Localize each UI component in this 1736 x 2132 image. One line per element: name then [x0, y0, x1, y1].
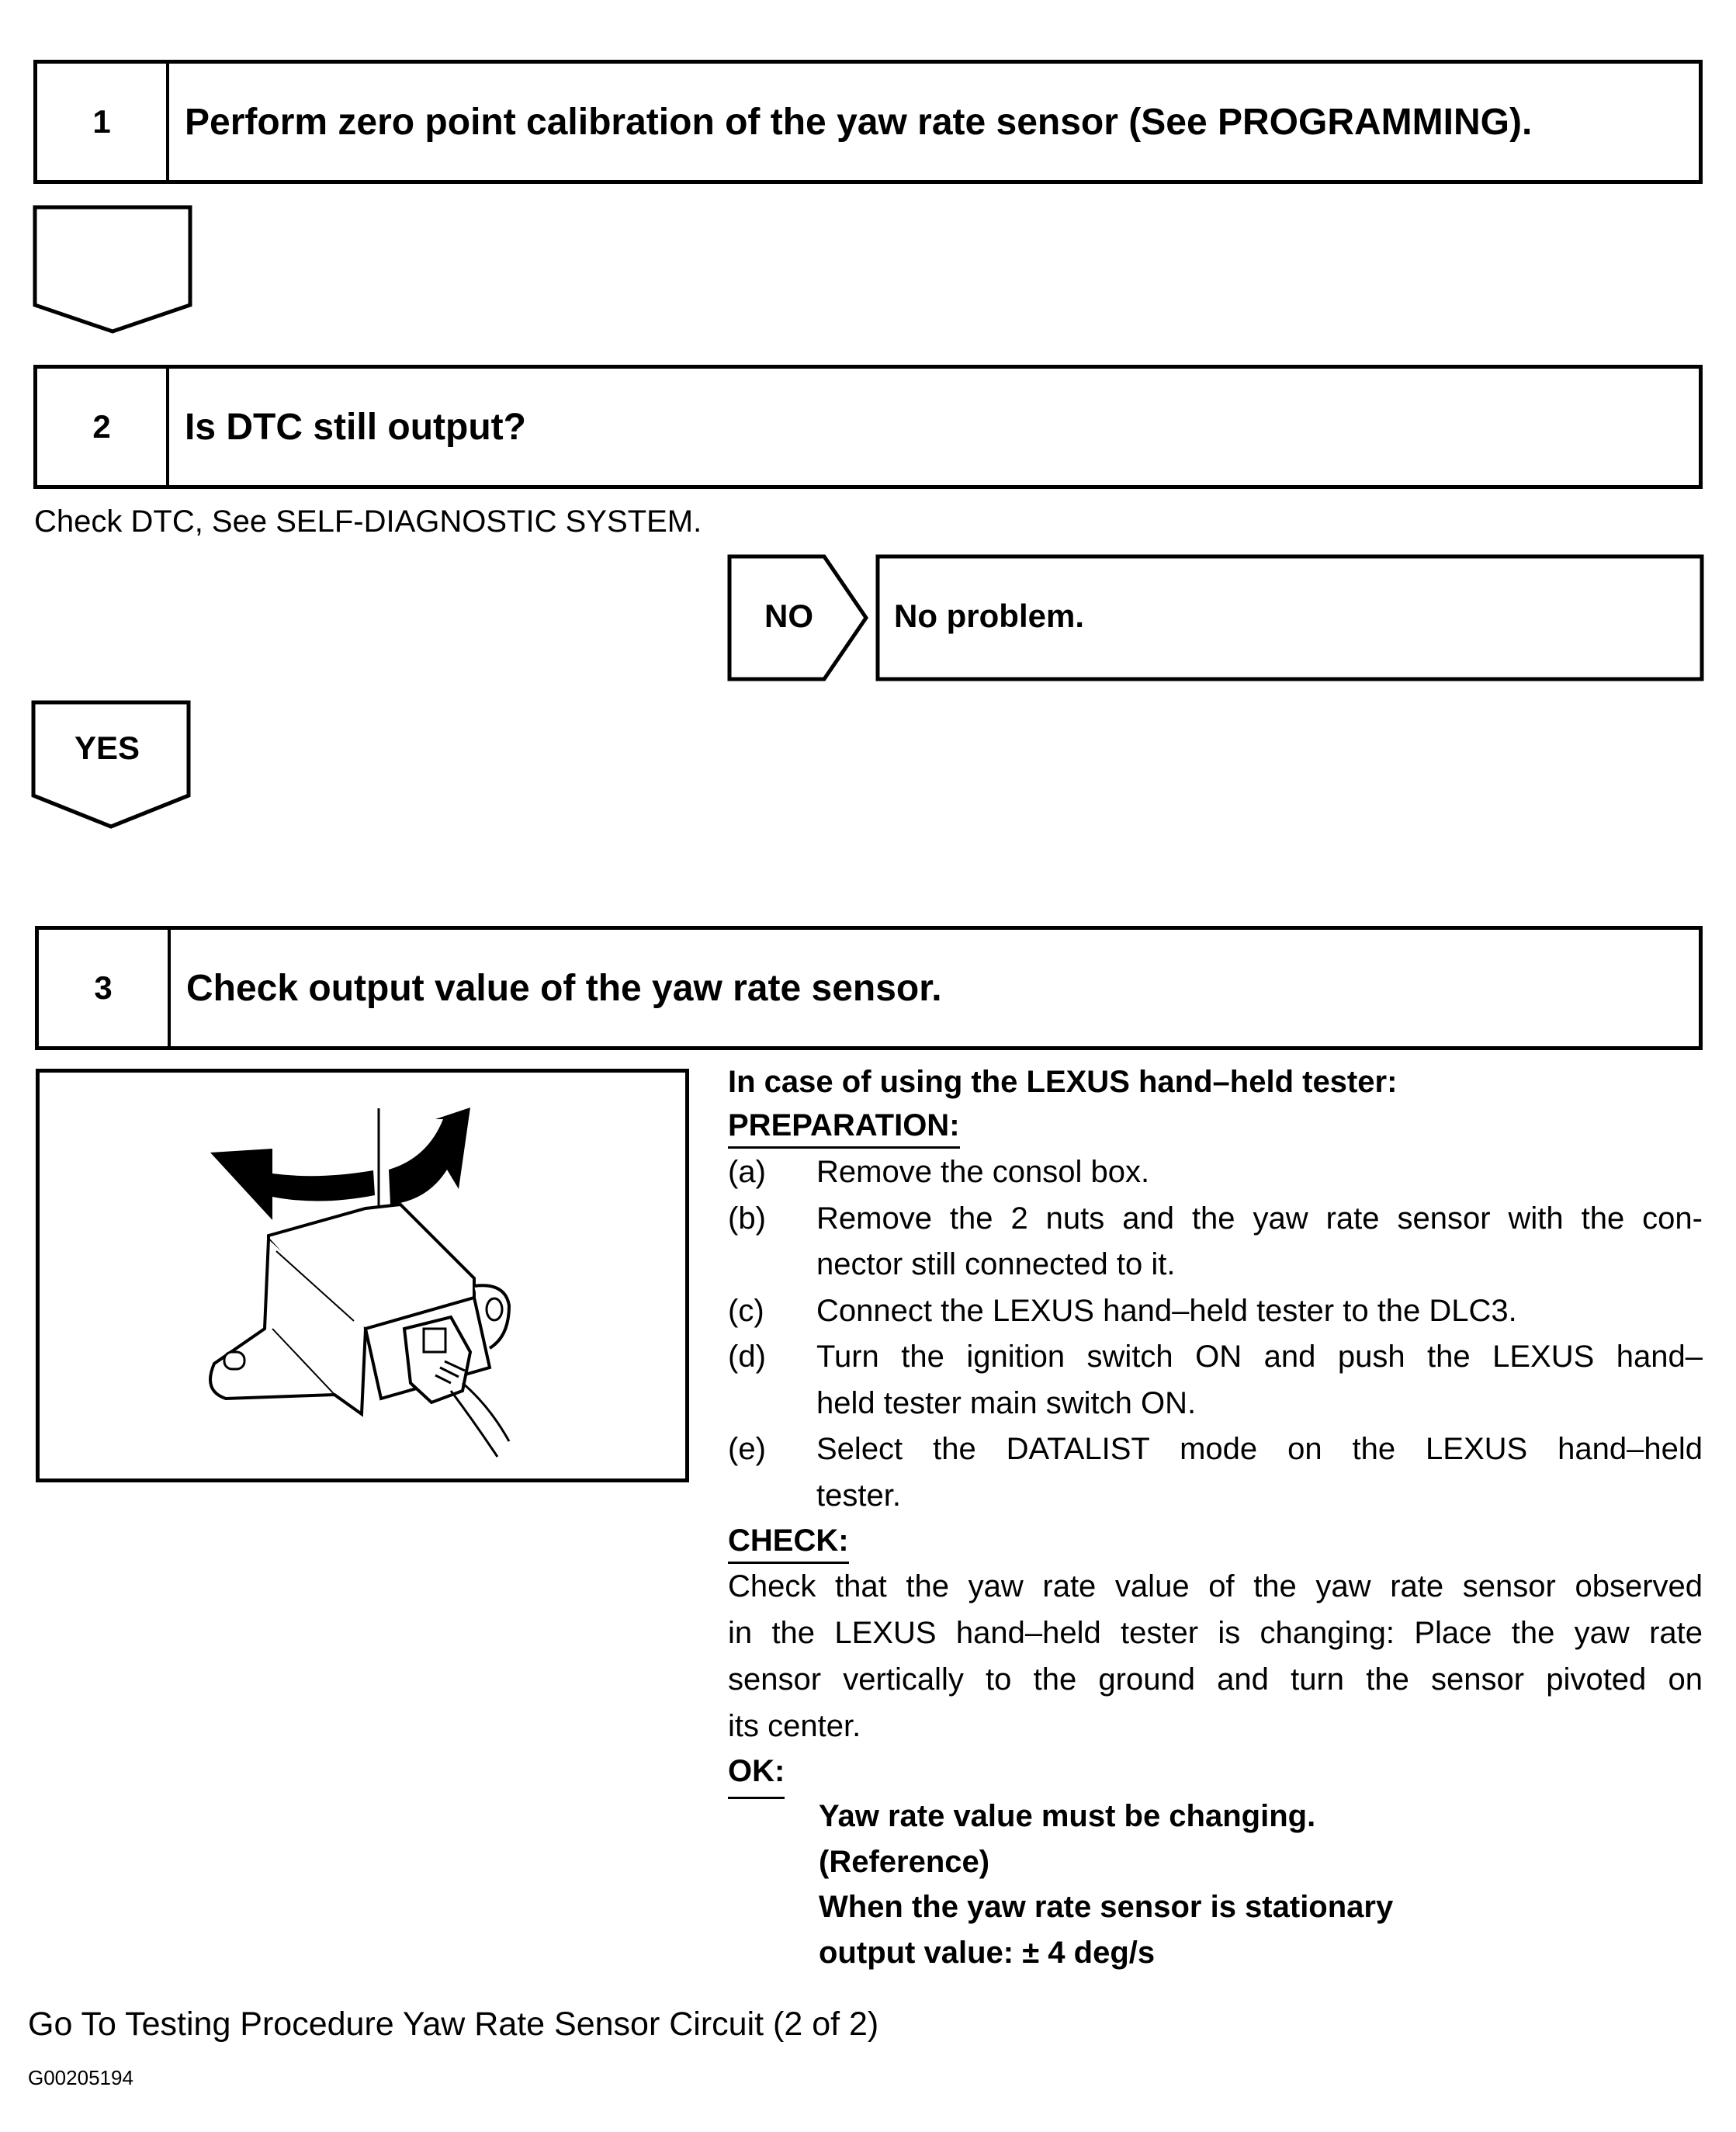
ok-line: Yaw rate value must be changing.	[819, 1799, 1316, 1833]
step-number: 2	[37, 369, 169, 485]
item-text: nector still connected to it.	[816, 1247, 1176, 1281]
illustration-frame	[36, 1069, 689, 1482]
yaw-rate-sensor-illustration-icon	[40, 1073, 685, 1479]
no-branch-result: No problem.	[894, 598, 1085, 634]
check-heading	[728, 1524, 849, 1564]
step-3-box	[35, 926, 1703, 1050]
item-text: tester.	[816, 1478, 901, 1513]
step-title: Is DTC still output?	[185, 406, 526, 448]
check-line: Check that the yaw rate value of the yaw rate sensor observed	[728, 1569, 1703, 1603]
item-text: held tester main switch ON.	[816, 1385, 1197, 1420]
step-title: Perform zero point calibration of the yaw rate sensor (See PROGRAMMING).	[185, 101, 1533, 143]
item-letter: (a)	[728, 1155, 766, 1189]
check-line: sensor vertically to the ground and turn the sensor pivoted on	[728, 1662, 1703, 1697]
check-line: in the LEXUS hand–held tester is changing: Place the yaw rate	[728, 1616, 1703, 1650]
item-text: Select the DATALIST mode on the LEXUS hand–held	[816, 1432, 1703, 1466]
preparation-heading-text: PREPARATION:	[728, 1108, 960, 1149]
check-heading-text: CHECK:	[728, 1524, 849, 1564]
step-number: 1	[37, 64, 169, 180]
item-letter: (d)	[728, 1340, 766, 1374]
item-letter: (b)	[728, 1201, 766, 1236]
ok-line: (Reference)	[819, 1845, 990, 1879]
goto-testing-procedure-link[interactable]: Go To Testing Procedure Yaw Rate Sensor Circuit (2 of 2)	[28, 2005, 879, 2043]
item-text: Remove the consol box.	[816, 1155, 1150, 1189]
ok-heading	[728, 1754, 785, 1799]
ok-heading-text: OK:	[728, 1754, 785, 1799]
preparation-heading	[728, 1108, 960, 1149]
item-text: Connect the LEXUS hand–held tester to the DLC3.	[816, 1293, 1517, 1328]
item-text: Remove the 2 nuts and the yaw rate sensor with the con-	[816, 1201, 1703, 1236]
check-line: its center.	[728, 1709, 861, 1743]
step-3-intro: In case of using the LEXUS hand–held tester:	[728, 1065, 1398, 1099]
step-number: 3	[39, 930, 171, 1046]
step-2-note: Check DTC, See SELF-DIAGNOSTIC SYSTEM.	[34, 504, 702, 539]
item-text: Turn the ignition switch ON and push the LEXUS hand–	[816, 1340, 1703, 1374]
step-title: Check output value of the yaw rate sensor.	[186, 967, 942, 1009]
figure-code: G00205194	[28, 2066, 133, 2089]
no-branch-label: NO	[764, 598, 813, 634]
item-letter: (e)	[728, 1432, 766, 1466]
ok-line: When the yaw rate sensor is stationary	[819, 1890, 1394, 1924]
ok-line: output value: ± 4 deg/s	[819, 1936, 1156, 1970]
yes-branch-label: YES	[74, 730, 140, 766]
item-letter: (c)	[728, 1293, 764, 1328]
